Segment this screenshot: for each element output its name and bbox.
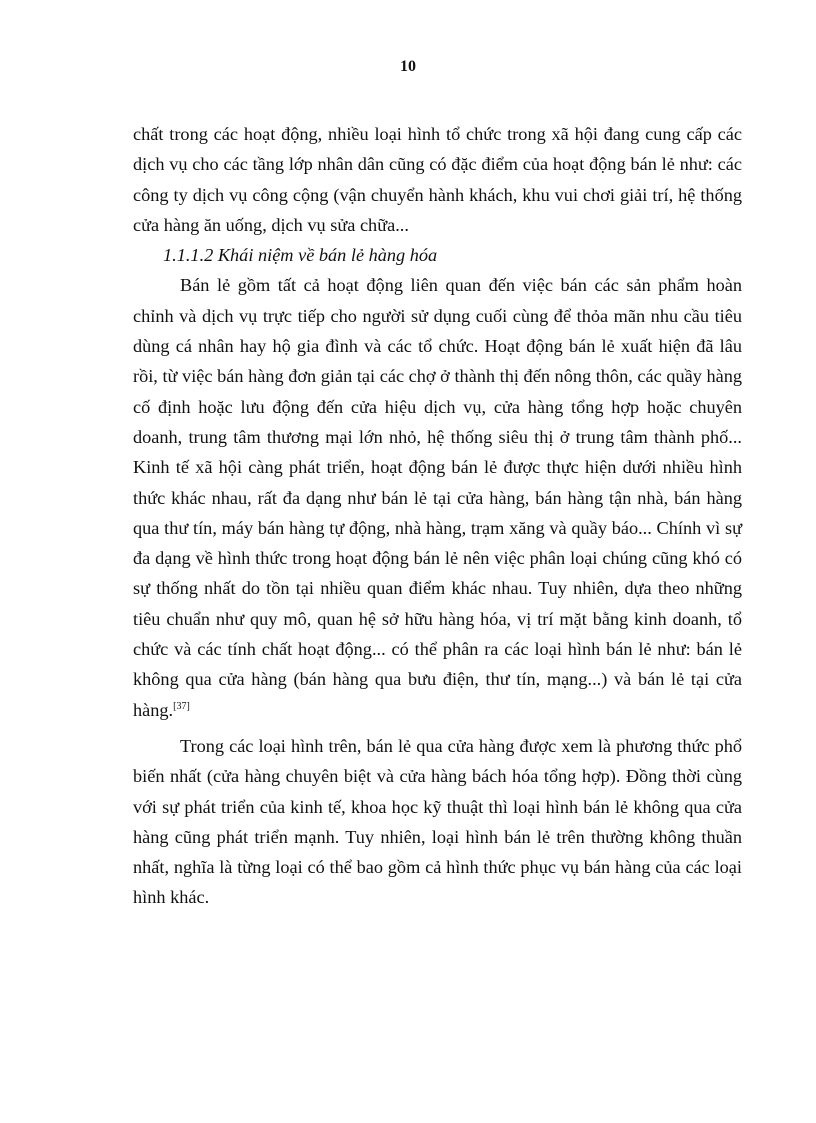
page-body [133,119,742,913]
paragraph-retail-types: Trong các loại hình trên, bán lẻ qua cửa hàng được xem là phương thức phổ biến nhất (cửa hàng chuyên biệt và cửa hàng bách hóa tổng hợp). Đồng thời cùng với sự phát triển của kinh tế, khoa học kỹ thuật thì loại hình bán lẻ không qua cửa hàng cũng phát triển mạnh. Tuy nhiên, loại hình bán lẻ trên thường không thuần nhất, nghĩa là từng loại có thể bao gồm cả hình thức phục vụ bán hàng của các loại hình khác. [133,735,742,908]
citation-reference: [37] [173,700,190,712]
paragraph-continuation: chất trong các hoạt động, nhiều loại hình tổ chức trong xã hội đang cung cấp các dịch vụ cho các tầng lớp nhân dân cũng có đặc điểm của hoạt động bán lẻ như: các công ty dịch vụ công cộng (vận chuyển hành khách, khu vui chơi giải trí, hệ thống cửa hàng ăn uống, dịch vụ sửa chữa... [133,124,742,235]
page-number: 10 [400,58,416,75]
paragraph-retail-concept [133,270,742,724]
paragraph-retail-concept-text: Bán lẻ gồm tất cả hoạt động liên quan đến việc bán các sản phẩm hoàn chỉnh và dịch vụ trực tiếp cho người sử dụng cuối cùng để thỏa mãn nhu cầu tiêu dùng cá nhân hay hộ gia đình và các tổ chức. Hoạt động bán lẻ xuất hiện đã lâu rồi, từ việc bán hàng đơn giản tại các chợ ở thành thị đến nông thôn, các quầy hàng cố định hoặc lưu động đến cửa hiệu dịch vụ, cửa hàng tổng hợp hoặc chuyên doanh, trung tâm thương mại lớn nhỏ, hệ thống siêu thị ở trung tâm thành phố... Kinh tế xã hội càng phát triển, hoạt động bán lẻ được thực hiện dưới nhiều hình thức khác nhau, rất đa dạng như bán lẻ tại cửa hàng, bán hàng tận nhà, bán hàng qua thư tín, máy bán hàng tự động, nhà hàng, trạm xăng và quầy báo... Chính vì sự đa dạng về hình thức trong hoạt động bán lẻ nên việc phân loại chúng cũng khó có sự thống nhất do tồn tại nhiều quan điểm khác nhau. Tuy nhiên, dựa theo những tiêu chuẩn như quy mô, quan hệ sở hữu hàng hóa, vị trí mặt bằng kinh doanh, tổ chức và các tính chất hoạt động... có thể phân ra các loại hình bán lẻ như: bán lẻ không qua cửa hàng (bán hàng qua bưu điện, thư tín, mạng...) và bán lẻ tại cửa hàng. [133,275,742,720]
section-heading: 1.1.1.2 Khái niệm về bán lẻ hàng hóa [163,245,438,266]
